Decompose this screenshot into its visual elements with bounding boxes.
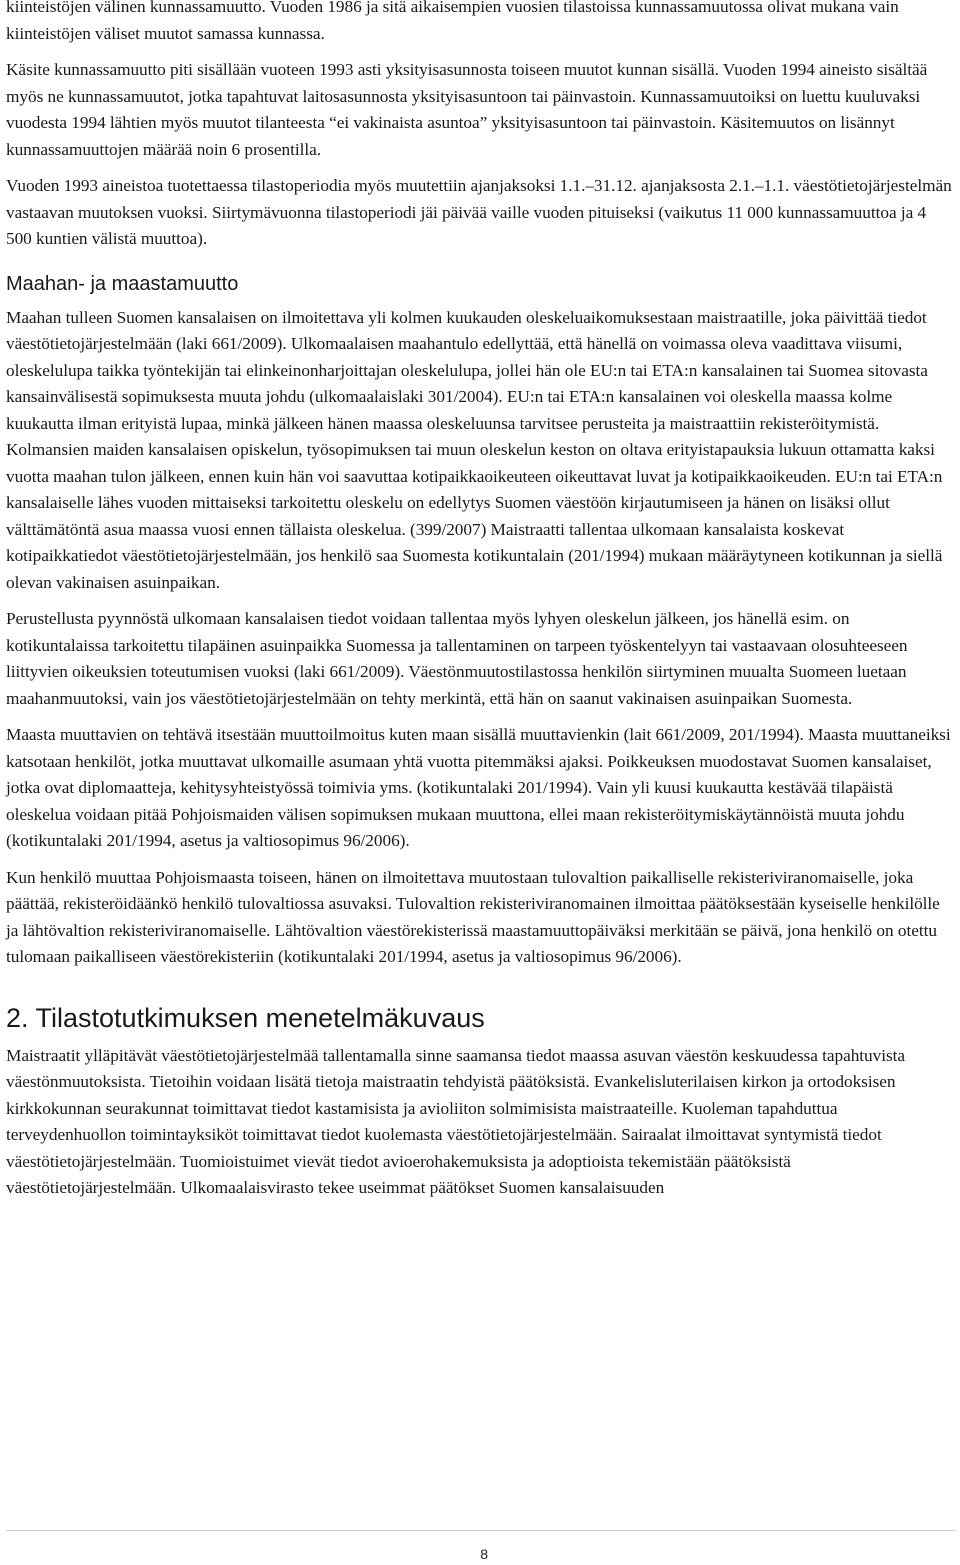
paragraph-maastamuutto: Maasta muuttavien on tehtävä itsestään muuttoilmoitus kuten maan sisällä muuttavienkin (lait 661/2009, 201/1994). Maasta muuttaneiksi katsotaan henkilöt, jotka muuttavat ulkomaille asumaan yhtä vuotta pitemmäksi ajaksi. Poikkeuksen muodostavat Suomen kansalaiset, jotka ovat diplomaatteja, kehitysyhteistyössä toimivia yms. (kotikuntalaki 201/1994). Vain yli kuusi kuukautta kestävää tilapäistä oleskelua voidaan pitää Pohjoismaiden välisen sopimuksen mukaan muuttona, ellei maan rekisteröitymiskäytännöistä muuta johdu (kotikuntalaki 201/1994, asetus ja valtiosopimus 96/2006).: [6, 725, 951, 850]
paragraph-kasite-kunnassamuutto: Käsite kunnassamuutto piti sisällään vuoteen 1993 asti yksityisasunnosta toiseen muutot kunnan sisällä. Vuoden 1994 aineisto sisältää myös ne kunnassamuutot, jotka tapahtuvat laitosasunnosta yksityisasuntoon tai päinvastoin. Kunnassamuutoiksi on luettu kuuluvaksi vuodesta 1994 lähtien myös muutot tilanteesta “ei vakinaista asuntoa” yksityisasuntoon tai päinvastoin. Käsitemuutos on lisännyt kunnassamuuttojen määrää noin 6 prosentilla.: [6, 60, 928, 159]
footer-divider: [6, 1530, 956, 1531]
paragraph-menetelmakuvaus: Maistraatit ylläpitävät väestötietojärjestelmää tallentamalla sinne saamansa tiedot maassa asuvan väestön keskuudessa tapahtuvista väestönmuutoksista. Tietoihin voidaan lisätä tietoja maistraatin tehdyistä päätöksistä. Evankelisluterilaisen kirkon ja ortodoksisen kirkkokunnan seurakunnat toimittavat tiedot kastamisista ja avioliiton solmimisista maistraateille. Kuoleman tapahduttua terveydenhuollon toimintayksiköt toimittavat tiedot kuolemasta väestötietojärjestelmään. Sairaalat ilmoittavat syntymistä tiedot väestötietojärjestelmään. Tuomioistuimet vievät tiedot avioerohakemuksista ja adoptioista tekemistään päätöksistä väestötietojärjestelmään. Ulkomaalaisvirasto tekee useimmat päätökset Suomen kansalaisuuden: [6, 1045, 906, 1197]
section-heading-menetelmakuvaus: 2. Tilastotutkimuksen menetelmäkuvaus: [6, 1002, 485, 1033]
paragraph-pohjoismaat: Kun henkilö muuttaa Pohjoismaasta toiseen, hänen on ilmoitettava muutostaan tulovaltion paikalliselle rekisteriviranomaiselle, joka päättää, rekisteröidäänkö henkilö tulovaltiossa asuvaksi. Tulovaltion rekisteriviranomainen ilmoittaa päätöksestään kyseiselle henkilölle ja lähtövaltion rekisteriviranomaiselle. Lähtövaltion väestörekisterissä maastamuuttopäiväksi merkitään se päivä, jona henkilö on otettu tulomaan paikalliseen väestörekisteriin (kotikuntalaki 201/1994, asetus ja valtiosopimus 96/2006).: [6, 867, 940, 966]
section-heading-maahan-maastamuutto: Maahan- ja maastamuutto: [6, 272, 239, 295]
page-number: 8: [480, 1546, 488, 1562]
paragraph-maahanmuutto: Maahan tulleen Suomen kansalaisen on ilmoitettava yli kolmen kuukauden oleskeluaikomuksestaan maistraatille, joka päivittää tiedot väestötietojärjestelmään (laki 661/2009). Ulkomaalaisen maahantulo edellyttää, että hänellä on voimassa oleva vaadittava viisumi, oleskelulupa taikka työntekijän tai elinkeinonharjoittajan oleskelulupa, jollei hän ole EU:n tai ETA:n kansalainen tai Suomea sitovasta kansainvälisestä sopimuksesta muuta johdu (ulkomaalaislaki 301/2004). EU:n tai ETA:n kansalainen voi oleskella maassa kolme kuukautta ilman erityistä lupaa, minkä jälkeen hänen maassa oleskeluunsa tarvitsee perusteita ja maistraattiin rekisteröitymistä. Kolmansien maiden kansalaisen opiskelun, työsopimuksen tai muun oleskelun keston on oltava erityistapauksia lukuun ottamatta kaksi vuotta maahan tulon jälkeen, ennen kuin hän voi saavuttaa kotipaikkaoikeuteen oikeuttavat luvat ja kotipaikkaoikeuden. EU:n tai ETA:n kansalaiselle lähes vuoden mittaiseksi tarkoitettu oleskelu on edellytys Suomen väestöön kirjautumiseen ja hänen on lisäksi ollut välttämätöntä asua maassa vuosi ennen tällaista oleskelua. (399/2007) Maistraatti tallentaa ulkomaan kansalaista koskevat kotipaikkatiedot väestötietojärjestelmään, jos henkilö saa Suomesta kotikuntalain (201/1994) mukaan määräytyneen kotikunnan ja siellä olevan vakinaisen asuinpaikan.: [6, 307, 943, 592]
document-page: [6, 0, 956, 1212]
paragraph-kunnassamuutto-intro: kiinteistöjen välinen kunnassamuutto. Vuoden 1986 ja sitä aikaisempien vuosien tilastoissa kunnassamuutossa olivat mukana vain kiinteistöjen väliset muutot samassa kunnassa.: [6, 0, 899, 43]
paragraph-tilastoperiodi: Vuoden 1993 aineistoa tuotettaessa tilastoperiodia myös muutettiin ajanjaksoksi 1.1.–31.12. ajanjaksosta 2.1.–1.1. väestötietojärjestelmän vastaavan muutoksen vuoksi. Siirtymävuonna tilastoperiodi jäi päivää vaille vuoden pituiseksi (vaikutus 11 000 kunnassamuuttoa ja 4 500 kuntien välistä muuttoa).: [6, 176, 952, 248]
paragraph-lyhyt-oleskelu: Perustellusta pyynnöstä ulkomaan kansalaisen tiedot voidaan tallentaa myös lyhyen oleskelun jälkeen, jos hänellä esim. on kotikuntalaissa tarkoitettu tilapäinen asuinpaikka Suomessa ja tallentaminen on tarpeen työskentelyyn tai vastaavaan olosuhteeseen liittyvien oikeuksien toteutumisen vuoksi (laki 661/2009). Väestönmuutostilastossa henkilön siirtyminen muualta Suomeen luetaan maahanmuutoksi, vain jos väestötietojärjestelmään on tehty merkintä, että hän on saanut vakinaisen asuinpaikan Suomesta.: [6, 609, 908, 708]
